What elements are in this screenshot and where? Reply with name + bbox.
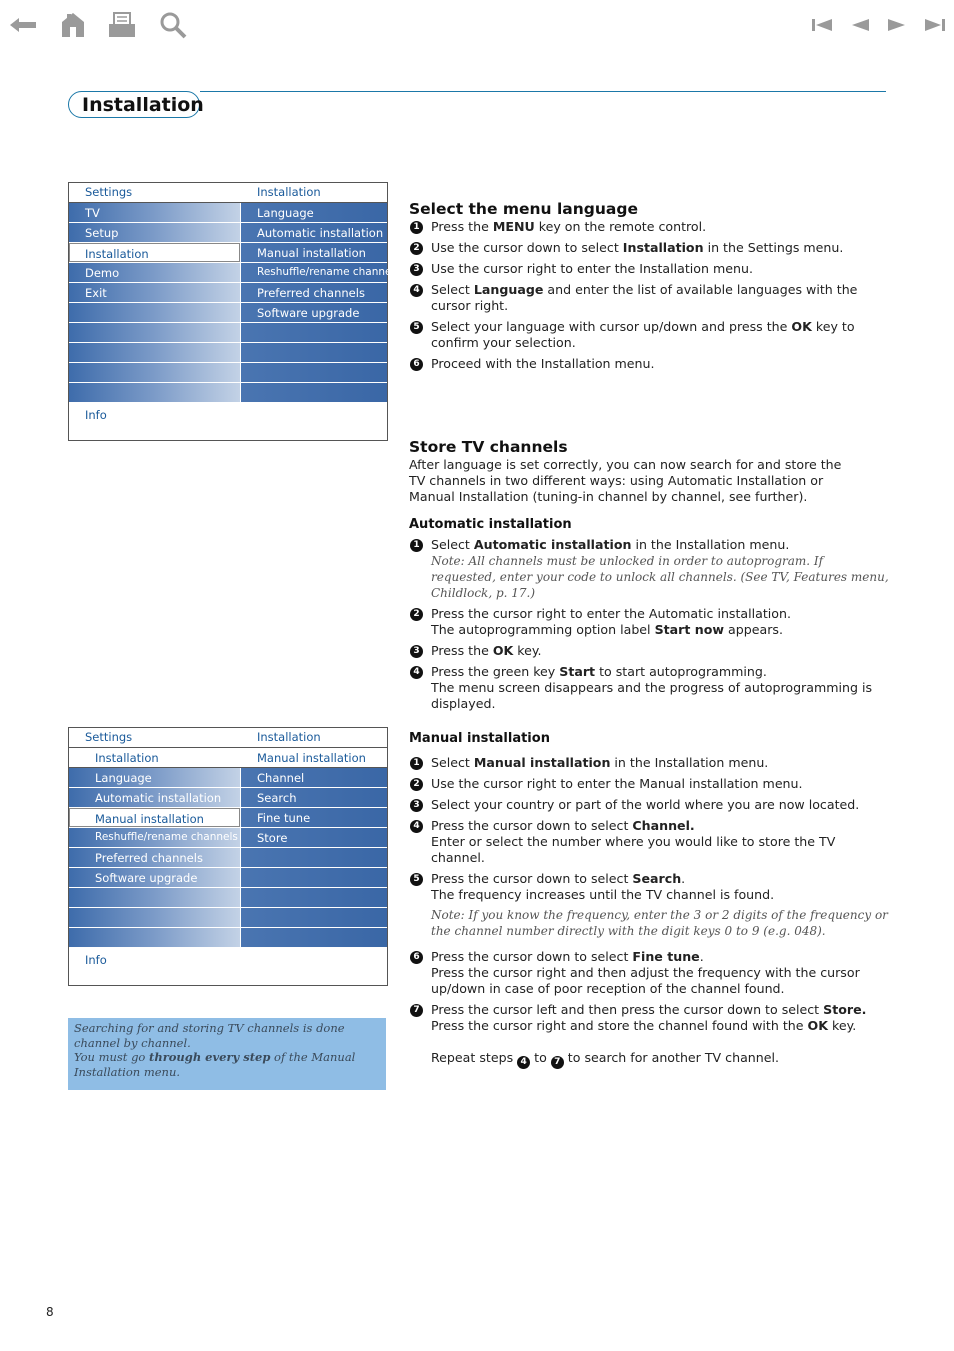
menu-item-label: Software upgrade	[95, 871, 198, 885]
menu-row	[69, 868, 387, 888]
menu-row	[69, 888, 387, 908]
menu-item-label: Reshuffle/rename channels	[95, 831, 238, 843]
note: Note: All channels must be unlocked in order to autoprogram. If requested, enter your code to unlock all channels. (See TV, Features menu, Childlock, p. 17.)	[431, 554, 889, 600]
menu-row	[69, 363, 387, 383]
skip-first-icon[interactable]	[805, 8, 839, 42]
tip-line1: Searching for and storing TV channels is done channel by channel.	[74, 1021, 345, 1050]
manual-heading: Manual installation	[409, 731, 550, 746]
step: 3 Use the cursor right to enter the Installation menu.	[409, 261, 889, 277]
menu-item-left	[69, 868, 240, 887]
menu-item-left	[69, 788, 240, 807]
menu-item-right	[240, 888, 387, 907]
menu-header-left: Settings	[85, 730, 133, 744]
menu-item-right	[240, 243, 387, 262]
menu-item-label: Exit	[85, 286, 107, 300]
menu-item-right	[240, 768, 387, 787]
manual-section	[409, 731, 889, 1069]
menu-item-label: Fine tune	[257, 811, 311, 825]
step: 5 Press the cursor down to select Search. The frequency increases until the TV channel is found. Note: If you know the frequency, enter the 3 or 2 digits of the frequency or the channel number directly with the digit keys 0 to 9 (e.g. 048).	[409, 871, 889, 939]
menu-item-label: Reshuffle/rename channels	[257, 266, 400, 278]
step: 4 Press the green key Start to start autoprogramming. The menu screen disappears and the progress of autoprogramming is displayed.	[409, 664, 889, 712]
menu-item-right	[240, 383, 387, 402]
menu-item-left	[69, 323, 240, 342]
title-rule	[200, 91, 886, 92]
step: 4 Press the cursor down to select Channel. Enter or select the number where you would like to store the TV channel.	[409, 818, 889, 866]
menu-subheader-left: Installation	[95, 751, 159, 765]
search-icon[interactable]	[156, 8, 190, 42]
menu-item-right	[240, 323, 387, 342]
menu-header-right: Installation	[257, 730, 321, 744]
step: 7 Press the cursor left and then press the cursor down to select Store. Press the cursor right and store the channel found with the OK key.	[409, 1002, 889, 1034]
step: 1 Select Automatic installation in the Installation menu. Note: All channels must be unlocked in order to autoprogram. If requested, enter your code to unlock all channels. (See TV, Features menu, Childlock, p. 17.)	[409, 537, 889, 601]
store-section	[409, 439, 889, 712]
menu-item-left	[69, 928, 240, 947]
menu-row	[69, 303, 387, 323]
language-heading: Select the menu language	[409, 200, 638, 218]
menu-row	[69, 343, 387, 363]
menu-item-label: Store	[257, 831, 288, 845]
menu-item-left	[69, 768, 240, 787]
step: 2 Use the cursor right to enter the Manual installation menu.	[409, 776, 889, 792]
menu-item-right	[240, 868, 387, 887]
menu-row	[69, 928, 387, 948]
menu-info-label: Info	[85, 953, 107, 967]
step: 2 Press the cursor right to enter the Automatic installation. The autoprogramming option label Start now appears.	[409, 606, 889, 638]
menu-item-left	[69, 848, 240, 867]
menu-row	[69, 223, 387, 243]
step: 3 Select your country or part of the world where you are now located.	[409, 797, 889, 813]
store-intro: After language is set correctly, you can now search for and store the TV channels in two different ways: using Automatic Installation or Manual Installation (tuning-in channel by channel, see further).	[409, 457, 842, 504]
menu-info	[69, 948, 387, 985]
settings-menu-screenshot	[68, 182, 400, 441]
menu-row	[69, 788, 387, 808]
installation-menu-screenshot	[68, 727, 388, 986]
menu-item-right	[240, 928, 387, 947]
step: 1 Select Manual installation in the Installation menu.	[409, 755, 889, 771]
menu-item-right	[240, 263, 400, 282]
menu-header	[69, 728, 387, 748]
menu-item-label: Manual installation	[95, 812, 204, 826]
menu-item-left	[69, 243, 240, 262]
menu-item-left	[69, 363, 240, 382]
menu-item-label: Installation	[85, 247, 149, 261]
menu-subheader	[69, 748, 387, 768]
menu-item-label: Manual installation	[257, 246, 366, 260]
menu-item-label: Demo	[85, 266, 120, 280]
menu-item-right	[240, 808, 387, 827]
menu-item-label: Language	[95, 771, 152, 785]
menu-item-label: Software upgrade	[257, 306, 360, 320]
menu-item-label: Language	[257, 206, 314, 220]
menu-item-left	[69, 263, 240, 282]
menu-item-left	[69, 383, 240, 402]
menu-header	[69, 183, 387, 203]
menu-item-label: Automatic installation	[95, 791, 222, 805]
note: Note: If you know the frequency, enter the 3 or 2 digits of the frequency or the channel number directly with the digit keys 0 to 9 (e.g. 048).	[431, 908, 888, 938]
menu-row	[69, 243, 387, 263]
menu-item-left	[69, 908, 240, 927]
menu-header-right: Installation	[257, 185, 321, 199]
page-number: 8	[46, 1305, 54, 1319]
menu-row	[69, 908, 387, 928]
menu-row	[69, 768, 387, 788]
menu-row	[69, 263, 400, 283]
menu-item-label: Channel	[257, 771, 305, 785]
menu-item-right	[240, 908, 387, 927]
menu-item-right	[240, 343, 387, 362]
menu-item-right	[240, 828, 387, 847]
next-icon[interactable]	[880, 8, 914, 42]
home-icon[interactable]	[56, 8, 90, 42]
skip-last-icon[interactable]	[918, 8, 952, 42]
menu-row	[69, 848, 387, 868]
step: 5 Select your language with cursor up/down and press the OK key to confirm your selection.	[409, 319, 889, 351]
menu-item-right	[240, 788, 387, 807]
repeat-steps: Repeat steps 4 to 7 to search for another TV channel.	[431, 1050, 780, 1067]
back-arrow-icon[interactable]	[6, 8, 40, 42]
section-title: Installation	[68, 91, 200, 118]
menu-item-left	[69, 283, 240, 302]
menu-row	[69, 828, 387, 848]
menu-item-left	[69, 888, 240, 907]
menu-header-left: Settings	[85, 185, 133, 199]
language-section	[409, 201, 889, 372]
menu-item-right	[240, 203, 387, 222]
menu-item-label: Preferred channels	[257, 286, 365, 300]
print-icon[interactable]	[105, 8, 139, 42]
menu-row	[69, 383, 387, 403]
menu-row	[69, 808, 387, 828]
store-heading: Store TV channels	[409, 438, 568, 456]
menu-info	[69, 403, 387, 440]
step: 6 Proceed with the Installation menu.	[409, 356, 889, 372]
menu-row	[69, 323, 387, 343]
menu-item-label: Search	[257, 791, 297, 805]
menu-item-left	[69, 808, 240, 827]
menu-info-label: Info	[85, 408, 107, 422]
menu-row	[69, 203, 387, 223]
step: 4 Select Language and enter the list of available languages with the cursor right.	[409, 282, 889, 314]
step: 2 Use the cursor down to select Installation in the Settings menu.	[409, 240, 889, 256]
step: 3 Press the OK key.	[409, 643, 889, 659]
menu-item-label: Automatic installation	[257, 226, 384, 240]
step: 6 Press the cursor down to select Fine tune. Press the cursor right and then adjust the frequency with the cursor up/down in case of poor reception of the channel found.	[409, 949, 889, 997]
menu-item-label: Setup	[85, 226, 119, 240]
menu-item-right	[240, 223, 387, 242]
menu-item-left	[69, 343, 240, 362]
tip-box	[68, 1018, 386, 1090]
menu-item-left	[69, 828, 240, 847]
menu-row	[69, 283, 387, 303]
menu-item-right	[240, 283, 387, 302]
menu-item-label: TV	[85, 206, 100, 220]
menu-subheader-right: Manual installation	[257, 751, 366, 765]
menu-item-left	[69, 203, 240, 222]
menu-item-label: Preferred channels	[95, 851, 203, 865]
menu-item-left	[69, 303, 240, 322]
menu-item-right	[240, 363, 387, 382]
tip-line2: You must go through every step of the Manual Installation menu.	[74, 1050, 356, 1079]
menu-item-right	[240, 848, 387, 867]
menu-item-left	[69, 223, 240, 242]
prev-icon[interactable]	[843, 8, 877, 42]
menu-item-right	[240, 303, 387, 322]
step: 1 Press the MENU key on the remote control.	[409, 219, 889, 235]
auto-heading: Automatic installation	[409, 517, 572, 532]
